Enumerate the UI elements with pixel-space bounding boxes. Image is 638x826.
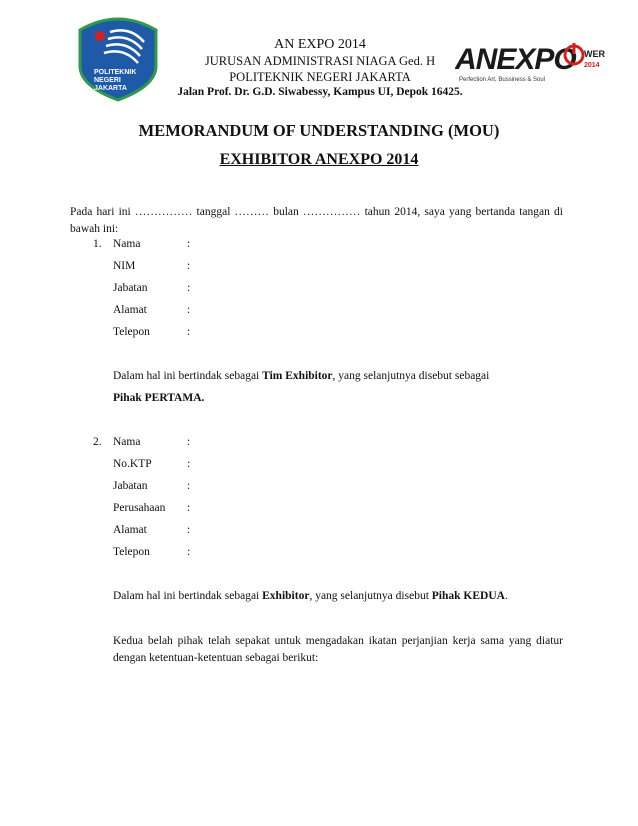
party2-label-telepon: Telepon (113, 546, 150, 558)
party1-label-nim: NIM (113, 260, 136, 272)
party2-colon: : (187, 502, 191, 514)
party1-colon: : (187, 238, 191, 250)
party2-statement (113, 590, 563, 602)
party1-stmt-pre: Dalam hal ini bertindak sebagai (113, 370, 263, 382)
logo-text-2: NEGERI (94, 77, 121, 84)
party2-colon: : (187, 436, 191, 448)
party2-stmt-end: . (504, 590, 508, 602)
party1-label-alamat: Alamat (113, 304, 147, 316)
anexpo-logo (455, 37, 605, 87)
header-institution: POLITEKNIK NEGERI JAKARTA (229, 70, 411, 84)
document-title: MEMORANDUM OF UNDERSTANDING (MOU) (138, 121, 500, 140)
brand-tagline: Perfection Art, Bussiness & Soul (459, 77, 546, 83)
party2-label-noktp: No.KTP (113, 458, 152, 470)
party1-stmt-role: Tim Exhibitor (262, 370, 333, 382)
brand-year: 2014 (584, 62, 600, 69)
logo-text-1: POLITEKNIK (94, 69, 137, 76)
party1-stmt-post: , yang selanjutnya disebut sebagai (332, 370, 490, 382)
logo-text-3: JAKARTA (94, 85, 127, 92)
party2-colon: : (187, 480, 191, 492)
document-subtitle: EXHIBITOR ANEXPO 2014 (219, 151, 419, 168)
party1-label-jabatan: Jabatan (113, 282, 148, 294)
header-address: Jalan Prof. Dr. G.D. Siwabessy, Kampus UI, Depok 16425. (177, 86, 463, 98)
brand-main: ANEXPO (455, 43, 576, 76)
party2-stmt-mid: , yang selanjutnya disebut (309, 590, 432, 602)
politeknik-logo (72, 12, 164, 102)
party2-label-nama: Nama (113, 436, 141, 448)
party1-statement (113, 370, 563, 382)
party2-label-perusahaan: Perusahaan (113, 502, 166, 514)
party2-number: 2. (93, 436, 102, 448)
party2-stmt-party: Pihak KEDUA (431, 590, 505, 602)
party1-colon: : (187, 282, 191, 294)
party2-label-jabatan: Jabatan (113, 480, 148, 492)
party1-role: Pihak PERTAMA. (113, 392, 205, 404)
party2-colon: : (187, 546, 191, 558)
party1-colon: : (187, 326, 191, 338)
party2-colon: : (187, 458, 191, 470)
header-department: JURUSAN ADMINISTRASI NIAGA Ged. H (204, 54, 436, 68)
header-event: AN EXPO 2014 (274, 37, 366, 52)
party2-label-alamat: Alamat (113, 524, 147, 536)
party1-colon: : (187, 260, 191, 272)
party2-stmt-pre: Dalam hal ini bertindak sebagai (113, 590, 263, 602)
party2-stmt-role: Exhibitor (262, 590, 310, 602)
party2-colon: : (187, 524, 191, 536)
brand-suffix: WER (584, 49, 605, 59)
party1-colon: : (187, 304, 191, 316)
agreement-paragraph: Kedua belah pihak telah sepakat untuk mengadakan ikatan perjanjian kerja sama yang diatur dengan ketentuan-ketentuan sebagai berikut: (113, 635, 563, 664)
party1-label-nama: Nama (113, 238, 141, 250)
intro-paragraph: Pada hari ini …………… tanggal ……… bulan …………… tahun 2014, saya yang bertanda tangan di bawah ini: (70, 206, 563, 235)
party1-number: 1. (93, 238, 102, 250)
party1-label-telepon: Telepon (113, 326, 150, 338)
